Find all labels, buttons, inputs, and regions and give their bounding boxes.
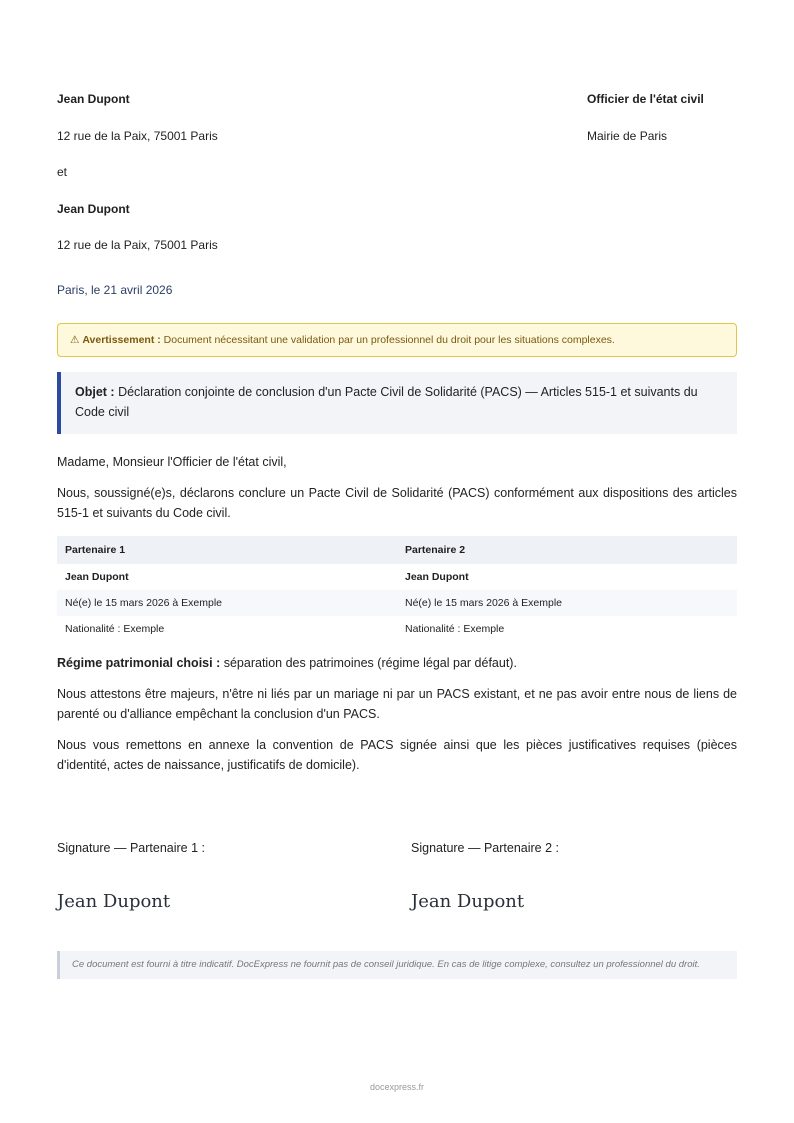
header-partner2: Partenaire 2: [397, 536, 737, 564]
partners-table: [57, 536, 737, 642]
subject-text: Déclaration conjointe de conclusion d'un Pacte Civil de Solidarité (PACS) — Articles 515-1 et suivants du Code civil: [75, 385, 698, 419]
warning-label: Avertissement :: [82, 334, 161, 346]
table-row: [57, 616, 737, 642]
partner1-name-cell: Jean Dupont: [65, 571, 129, 583]
annexe-paragraph: Nous vous remettons en annexe la convention de PACS signée ainsi que les pièces justificatives requises (pièces d'identité, actes de naissance, justificatifs de domicile).: [57, 738, 737, 772]
warning-text: Document nécessitant une validation par un professionnel du droit pour les situations complexes.: [163, 334, 615, 346]
partner2-nationality-cell: Nationalité : Exemple: [405, 623, 505, 635]
regime-paragraph: [57, 653, 737, 673]
signature-label-partner1: Signature — Partenaire 1 :: [57, 841, 205, 855]
partner1-name: Jean Dupont: [57, 92, 130, 106]
document-page: [57, 0, 737, 1123]
recipient-institution: Mairie de Paris: [587, 128, 668, 143]
partner2-name: Jean Dupont: [57, 201, 130, 216]
subject-block: [57, 372, 737, 434]
sender-block: [57, 90, 417, 273]
letter-date: Paris, le 21 avril 2026: [57, 283, 173, 297]
sender-joiner: et: [57, 165, 68, 179]
partner2-name-cell: Jean Dupont: [405, 571, 469, 583]
recipient-block: [587, 90, 737, 163]
table-header-row: [57, 536, 737, 564]
attestation-paragraph: Nous attestons être majeurs, n'être ni liés par un mariage ni par un PACS existant, et ne pas avoir entre nous de liens de parenté ou d'alliance empêchant la conclusion d'un PACS.: [57, 687, 737, 721]
recipient-title: Officier de l'état civil: [587, 92, 704, 106]
table-row: [57, 564, 737, 590]
regime-text: séparation des patrimoines (régime légal par défaut).: [223, 656, 517, 670]
table-row: [57, 590, 737, 616]
partner2-address: 12 rue de la Paix, 75001 Paris: [57, 238, 218, 252]
header-partner1: Partenaire 1: [57, 536, 397, 564]
warning-banner: [57, 323, 737, 357]
partner1-nationality-cell: Nationalité : Exemple: [65, 623, 165, 635]
partner2-birth-cell: Né(e) le 15 mars 2026 à Exemple: [397, 590, 737, 616]
regime-label: Régime patrimonial choisi :: [57, 656, 221, 670]
intro-paragraph: Nous, soussigné(e)s, déclarons conclure un Pacte Civil de Solidarité (PACS) conformément aux dispositions des articles 515-1 et suivants du Code civil.: [57, 486, 737, 520]
salutation: Madame, Monsieur l'Officier de l'état civil,: [57, 455, 287, 469]
signature-partner1: Jean Dupont: [57, 891, 171, 912]
signature-label-partner2: Signature — Partenaire 2 :: [411, 841, 559, 855]
partner1-address: 12 rue de la Paix, 75001 Paris: [57, 128, 218, 143]
disclaimer: Ce document est fourni à titre indicatif. DocExpress ne fournit pas de conseil juridique. En cas de litige complexe, consultez un professionnel du droit.: [57, 951, 737, 979]
warning-icon: ⚠: [70, 334, 80, 346]
footer-site: docexpress.fr: [369, 1082, 425, 1092]
subject-label: Objet :: [75, 385, 115, 399]
signature-partner2: Jean Dupont: [411, 891, 525, 912]
partner1-birth-cell: Né(e) le 15 mars 2026 à Exemple: [57, 590, 397, 616]
